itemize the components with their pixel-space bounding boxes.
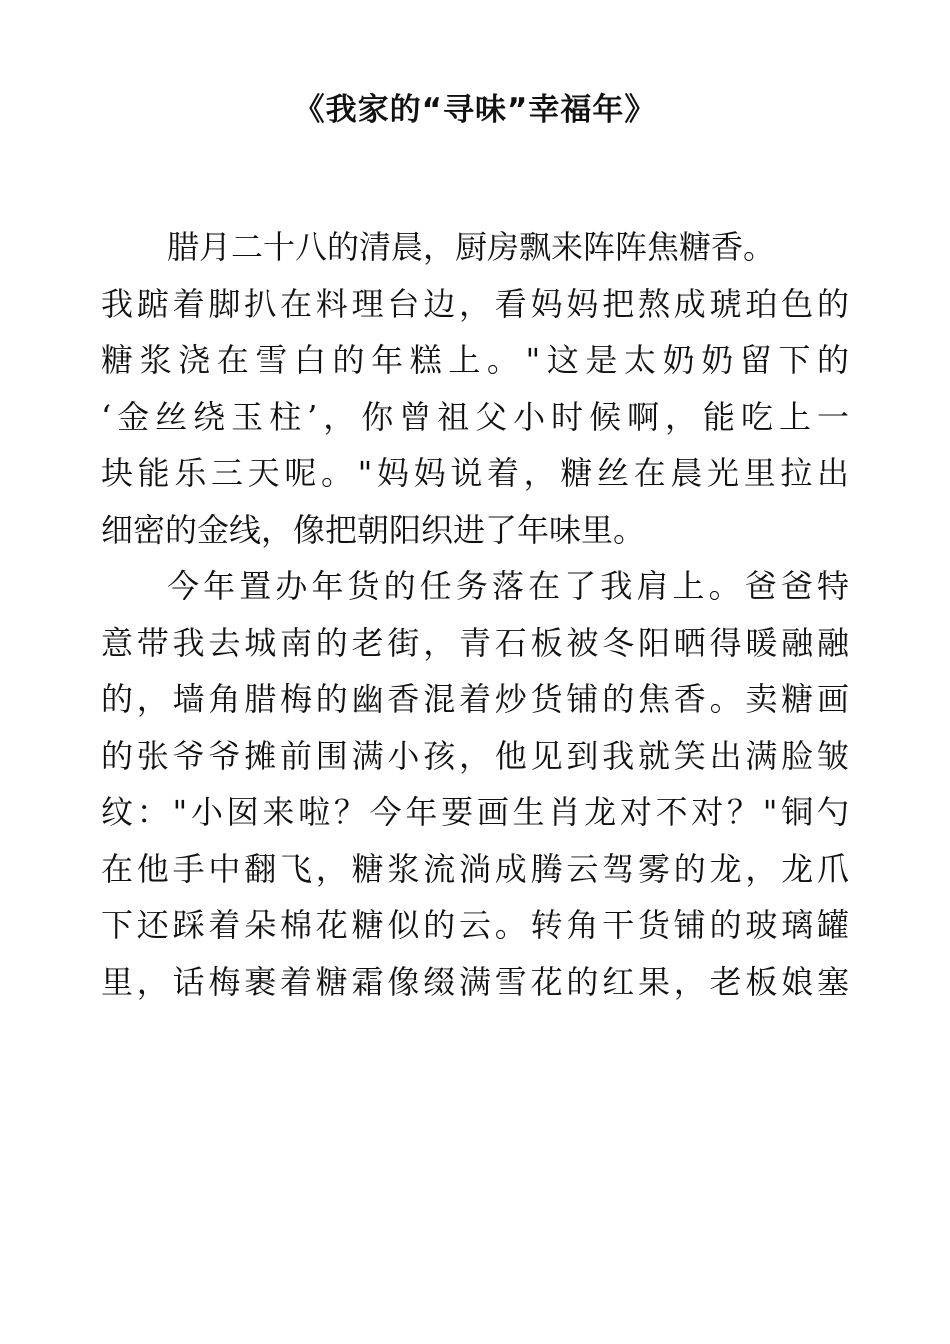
paragraph-line: 细密的金线，像把朝阳织进了年味里。 — [101, 510, 646, 549]
paragraph-2 — [101, 558, 849, 1010]
paragraph-line: 里，话梅裹着糖霜像缀满雪花的红果，老板娘塞 — [101, 962, 849, 1001]
document-body — [101, 219, 849, 1010]
paragraph-line: 的张爷爷摊前围满小孩，他见到我就笑出满脸皱 — [101, 736, 849, 775]
paragraph-line: 纹："小囡来啦？今年要画生肖龙对不对？"铜勺 — [101, 793, 849, 831]
paragraph-line: 在他手中翻飞，糖浆流淌成腾云驾雾的龙，龙爪 — [101, 849, 849, 888]
paragraph-line: 下还踩着朵棉花糖似的云。转角干货铺的玻璃罐 — [101, 906, 849, 944]
paragraph-line: 意带我去城南的老街，青石板被冬阳晒得暖融融 — [101, 623, 849, 662]
paragraph-line: 腊月二十八的清晨，厨房飘来阵阵焦糖香。 — [167, 228, 776, 266]
paragraph-line: 今年置办年货的任务落在了我肩上。爸爸特 — [167, 567, 849, 605]
paragraph-1 — [101, 219, 849, 558]
paragraph-line: 块能乐三天呢。"妈妈说着，糖丝在晨光里拉出 — [101, 454, 849, 492]
paragraph-line: 糖浆浇在雪白的年糕上。"这是太奶奶留下的 — [101, 341, 849, 379]
document-title: 《我家的“寻味”幸福年》 — [293, 92, 657, 128]
paragraph-line: 的，墙角腊梅的幽香混着炒货铺的焦香。卖糖画 — [101, 680, 849, 718]
paragraph-line: ‘金丝绕玉柱’，你曾祖父小时候啊，能吃上一 — [101, 397, 849, 436]
paragraph-line: 我踮着脚扒在料理台边，看妈妈把熬成琥珀色的 — [101, 284, 849, 323]
